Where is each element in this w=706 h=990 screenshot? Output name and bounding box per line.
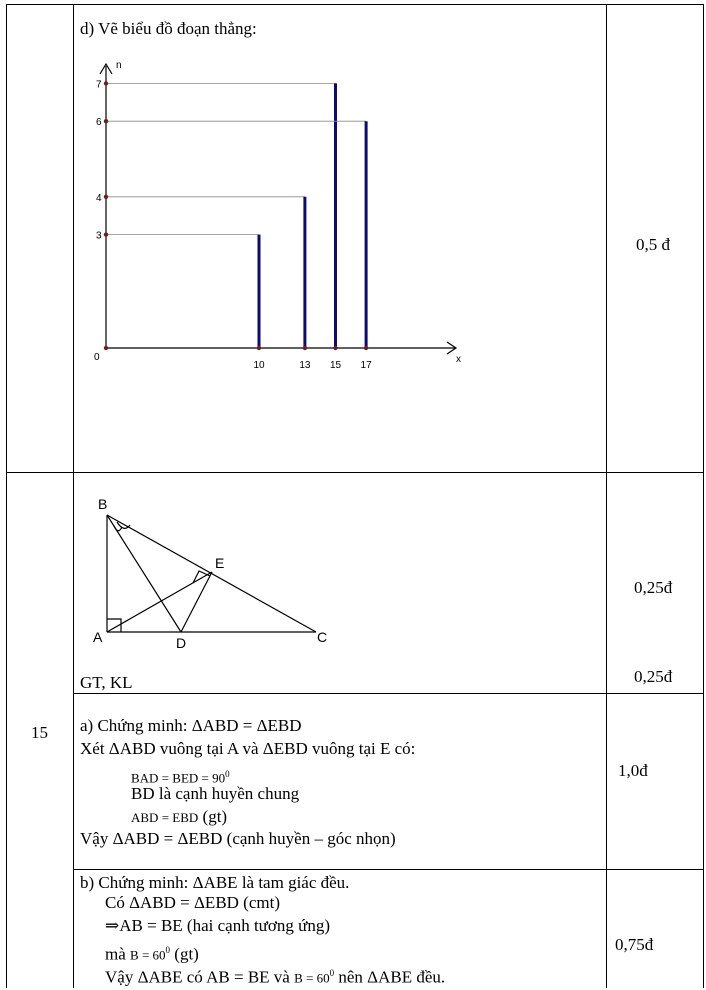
- gt-suffix: (gt): [198, 807, 228, 826]
- segment-BD: [107, 515, 181, 632]
- x-axis-label: x: [456, 354, 461, 365]
- x-tick-label-10: 10: [253, 360, 265, 371]
- part-a-title: [80, 716, 302, 736]
- part-a-prefix: a) Chứng minh:: [80, 716, 192, 735]
- point-B-label: B: [98, 496, 108, 512]
- part-b-line2: Có ΔABD = ΔEBD (cmt): [105, 893, 280, 912]
- part-a-math: ΔABD = ΔEBD: [191, 716, 302, 735]
- part-a-line2: Xét ΔABD vuông tại A và ΔEBD vuông tại E có:: [80, 739, 416, 758]
- part-b-line5: [105, 963, 445, 989]
- part-b-title: b) Chứng minh: ΔABE là tam giác đều.: [80, 873, 350, 892]
- angle-eq2-text: ABD = EBD: [131, 810, 199, 825]
- point-D-label: D: [176, 635, 187, 651]
- score-gtkl: 0,25đ: [634, 667, 673, 686]
- y-tick-label-6: 6: [96, 117, 102, 129]
- angle-arc-B2: [117, 522, 130, 528]
- line4-prefix: mà: [105, 944, 131, 964]
- part-a-line4: BD là cạnh huyền chung: [131, 784, 300, 803]
- y-tick-label-7: 7: [96, 79, 102, 91]
- point-E-label: E: [215, 555, 225, 571]
- line5-prefix: Vậy ΔABE có AB = BE và: [105, 967, 295, 987]
- part-a-conclusion: Vậy ΔABD = ΔEBD (cạnh huyền – góc nhọn): [80, 829, 396, 848]
- line4-math: B = 60: [130, 947, 166, 963]
- angle-eq-text: BAD = BED = 90: [131, 770, 226, 786]
- score-part-a: 1,0đ: [618, 761, 648, 780]
- x-tick-label-17: 17: [360, 360, 372, 371]
- degree-sup: 0: [225, 769, 230, 779]
- score-chart: 0,5 đ: [636, 235, 670, 254]
- question-number: 15: [31, 723, 48, 742]
- score-part-b: 0,75đ: [615, 935, 654, 954]
- line5-sup: 0: [329, 968, 335, 978]
- line5-suffix: nên ΔABE đều.: [334, 967, 446, 987]
- x-tick-label-15: 15: [329, 360, 342, 371]
- score-figure: 0,25đ: [634, 578, 673, 597]
- line4-sup: 0: [165, 945, 171, 955]
- chart-heading: d) Vẽ biểu đồ đoạn thẳng:: [80, 19, 257, 38]
- row-divider-3: [73, 869, 704, 870]
- line5-math: B = 60: [294, 970, 330, 986]
- y-tick-label-3: 3: [96, 230, 102, 242]
- point-A-label: A: [93, 629, 103, 645]
- x-tick-label-13: 13: [299, 360, 311, 371]
- part-b-line3: ⇒AB = BE (hai cạnh tương ứng): [105, 916, 330, 935]
- part-a-line5: [131, 807, 227, 828]
- gt-kl-label: GT, KL: [80, 673, 133, 692]
- part-b-line4: [105, 940, 199, 966]
- line4-suffix: (gt): [170, 944, 199, 964]
- point-C-label: C: [317, 629, 328, 645]
- y-axis-label: n: [116, 60, 122, 71]
- origin-label: 0: [94, 352, 100, 363]
- y-tick-label-4: 4: [96, 192, 102, 204]
